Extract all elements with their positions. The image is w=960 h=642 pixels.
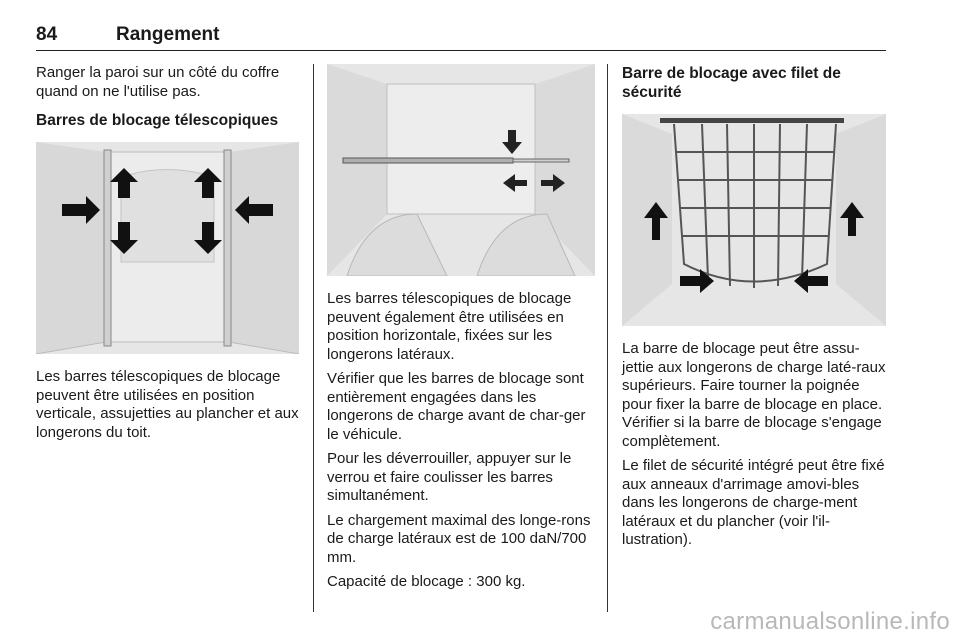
column-divider-1 (313, 64, 314, 612)
paragraph: Le chargement maximal des longe-rons de charge latéraux est de 100 daN/700 mm. (327, 511, 591, 566)
vertical-bars-illustration (36, 142, 299, 354)
vertical-bars-caption: Les barres télescopiques de blocage peuvent être utilisées en position verticale, assujetties au plancher et aux longerons du toit. (36, 368, 299, 441)
column-3 (622, 64, 888, 556)
paragraph: Les barres télescopiques de blocage peuvent également être utilisées en position horizontale, fixées sur les longerons latéraux. (327, 290, 572, 363)
horizontal-bar-illustration (327, 64, 595, 276)
page-header (36, 24, 886, 51)
safety-net-heading: Barre de blocage avec filet de sécurité (622, 65, 841, 101)
telescopic-bars-heading: Barres de blocage télescopiques (36, 112, 279, 129)
paragraph: Pour les déverrouiller, appuyer sur le verrou et faire coulisser les barres simultanément. (327, 450, 572, 504)
safety-net-illustration (622, 114, 886, 326)
intro-text: Ranger la paroi sur un côté du coffre quand on ne l'utilise pas. (36, 64, 280, 100)
watermark: carmanualsonline.info (710, 608, 950, 635)
page-number: 84 (36, 24, 58, 45)
column-divider-2 (607, 64, 608, 612)
paragraph: Le filet de sécurité intégré peut être fixé aux anneaux d'arrimage amovi-bles dans les longerons de charge-ment latéraux et du plancher (voir l'il-lustration). (622, 457, 885, 548)
paragraph: Capacité de blocage : 300 kg. (327, 573, 526, 590)
paragraph: La barre de blocage peut être assu-jettie aux longerons de charge laté-raux supérieurs. Faire tourner la poignée pour fixer la barre de blocage en place. Vérifier si la barre de blocage s'engage complètement. (622, 340, 886, 450)
column-1 (36, 64, 299, 448)
section-title: Rangement (116, 24, 220, 45)
column-2 (327, 64, 595, 598)
paragraph: Vérifier que les barres de blocage sont entièrement engagées dans les longerons de charge avant de char-ger le véhicule. (327, 370, 586, 443)
